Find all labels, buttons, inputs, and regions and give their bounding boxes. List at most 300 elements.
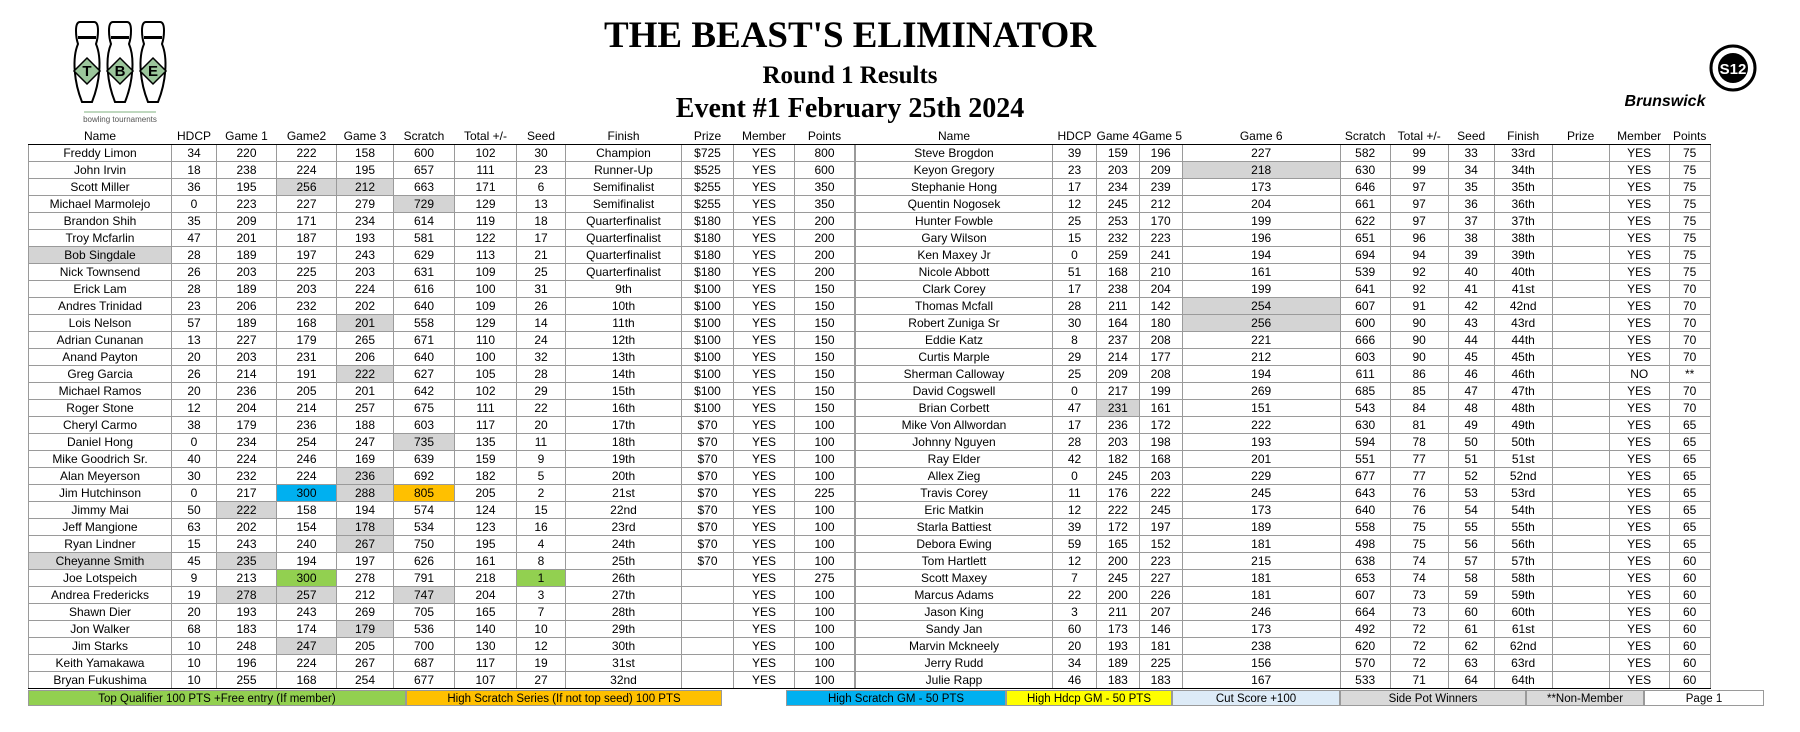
right-cell-prize bbox=[1552, 621, 1609, 638]
results-body bbox=[29, 145, 1711, 689]
column-header-right: Game 6 bbox=[1182, 128, 1340, 145]
left-cell-game-1: 196 bbox=[217, 655, 277, 672]
left-cell-scratch: 729 bbox=[394, 196, 455, 213]
left-cell-hdcp: 9 bbox=[172, 570, 217, 587]
right-cell-scratch: 661 bbox=[1340, 196, 1390, 213]
right-cell-name: Travis Corey bbox=[856, 485, 1053, 502]
right-cell-prize bbox=[1552, 315, 1609, 332]
right-cell-game-5: 161 bbox=[1139, 400, 1182, 417]
left-cell-scratch: 581 bbox=[394, 230, 455, 247]
left-cell-hdcp: 20 bbox=[172, 604, 217, 621]
left-cell-game-1: 189 bbox=[217, 247, 277, 264]
right-cell-name: Julie Rapp bbox=[856, 672, 1053, 689]
left-cell-seed: 2 bbox=[517, 485, 566, 502]
left-cell-finish: 32nd bbox=[566, 672, 682, 689]
legend-side-pot: Side Pot Winners bbox=[1340, 690, 1526, 706]
right-cell-game-5: 177 bbox=[1139, 349, 1182, 366]
right-cell-name: Robert Zuniga Sr bbox=[856, 315, 1053, 332]
right-cell-game-5: 170 bbox=[1139, 213, 1182, 230]
left-cell-game2: 240 bbox=[277, 536, 337, 553]
right-cell-member: YES bbox=[1609, 179, 1669, 196]
right-cell-prize bbox=[1552, 264, 1609, 281]
left-cell-seed: 27 bbox=[517, 672, 566, 689]
left-cell-total-: 130 bbox=[455, 638, 517, 655]
right-cell-game-4: 259 bbox=[1097, 247, 1140, 264]
left-cell-points: 150 bbox=[795, 298, 855, 315]
left-cell-hdcp: 0 bbox=[172, 434, 217, 451]
right-cell-points: 60 bbox=[1669, 621, 1710, 638]
left-cell-hdcp: 26 bbox=[172, 366, 217, 383]
right-cell-scratch: 641 bbox=[1340, 281, 1390, 298]
right-cell-game-6: 173 bbox=[1182, 179, 1340, 196]
right-cell-game-5: 223 bbox=[1139, 230, 1182, 247]
right-cell-hdcp: 22 bbox=[1053, 587, 1097, 604]
left-cell-total-: 109 bbox=[455, 298, 517, 315]
right-cell-game-4: 203 bbox=[1097, 434, 1140, 451]
right-cell-member: YES bbox=[1609, 145, 1669, 162]
right-cell-scratch: 607 bbox=[1340, 298, 1390, 315]
right-cell-finish: 60th bbox=[1494, 604, 1552, 621]
right-cell-hdcp: 28 bbox=[1053, 434, 1097, 451]
left-cell-prize: $100 bbox=[682, 281, 734, 298]
right-cell-game-6: 181 bbox=[1182, 587, 1340, 604]
left-cell-finish: 10th bbox=[566, 298, 682, 315]
left-cell-finish: 23rd bbox=[566, 519, 682, 536]
right-cell-total-: 72 bbox=[1390, 621, 1448, 638]
left-cell-seed: 28 bbox=[517, 366, 566, 383]
right-cell-hdcp: 8 bbox=[1053, 332, 1097, 349]
right-cell-game-5: 152 bbox=[1139, 536, 1182, 553]
right-cell-scratch: 600 bbox=[1340, 315, 1390, 332]
left-cell-hdcp: 13 bbox=[172, 332, 217, 349]
right-cell-points: 65 bbox=[1669, 536, 1710, 553]
left-cell-game2: 168 bbox=[277, 315, 337, 332]
left-cell-game-1: 278 bbox=[217, 587, 277, 604]
right-cell-seed: 46 bbox=[1448, 366, 1494, 383]
left-cell-seed: 5 bbox=[517, 468, 566, 485]
right-cell-name: Nicole Abbott bbox=[856, 264, 1053, 281]
left-cell-hdcp: 47 bbox=[172, 230, 217, 247]
table-row bbox=[29, 570, 1711, 587]
table-row bbox=[29, 451, 1711, 468]
left-cell-prize: $100 bbox=[682, 298, 734, 315]
left-cell-seed: 18 bbox=[517, 213, 566, 230]
left-cell-member: YES bbox=[734, 179, 795, 196]
left-cell-finish: 29th bbox=[566, 621, 682, 638]
right-cell-hdcp: 39 bbox=[1053, 145, 1097, 162]
right-cell-member: YES bbox=[1609, 604, 1669, 621]
right-cell-member: YES bbox=[1609, 519, 1669, 536]
right-cell-total-: 84 bbox=[1390, 400, 1448, 417]
left-cell-seed: 8 bbox=[517, 553, 566, 570]
right-cell-total-: 94 bbox=[1390, 247, 1448, 264]
left-cell-name: Bob Singdale bbox=[29, 247, 172, 264]
right-cell-points: 75 bbox=[1669, 179, 1710, 196]
left-cell-game-3: 254 bbox=[337, 672, 394, 689]
left-cell-scratch: 663 bbox=[394, 179, 455, 196]
right-cell-scratch: 492 bbox=[1340, 621, 1390, 638]
left-cell-total-: 107 bbox=[455, 672, 517, 689]
right-cell-game-6: 215 bbox=[1182, 553, 1340, 570]
left-cell-game-3: 222 bbox=[337, 366, 394, 383]
left-cell-prize: $255 bbox=[682, 179, 734, 196]
right-cell-scratch: 630 bbox=[1340, 162, 1390, 179]
right-cell-total-: 90 bbox=[1390, 332, 1448, 349]
right-cell-points: 75 bbox=[1669, 230, 1710, 247]
header-row bbox=[29, 128, 1711, 145]
right-cell-game-6: 218 bbox=[1182, 162, 1340, 179]
event-subtitle: Event #1 February 25th 2024 bbox=[675, 93, 1025, 124]
left-cell-seed: 6 bbox=[517, 179, 566, 196]
left-cell-prize: $180 bbox=[682, 264, 734, 281]
column-header-right: Prize bbox=[1552, 128, 1609, 145]
right-cell-points: 70 bbox=[1669, 400, 1710, 417]
left-cell-points: 100 bbox=[795, 417, 855, 434]
left-cell-total-: 100 bbox=[455, 349, 517, 366]
right-cell-game-4: 211 bbox=[1097, 298, 1140, 315]
left-cell-total-: 159 bbox=[455, 451, 517, 468]
table-row bbox=[29, 536, 1711, 553]
right-cell-scratch: 558 bbox=[1340, 519, 1390, 536]
right-cell-prize bbox=[1552, 638, 1609, 655]
right-cell-seed: 33 bbox=[1448, 145, 1494, 162]
right-cell-name: Stephanie Hong bbox=[856, 179, 1053, 196]
right-cell-points: 65 bbox=[1669, 434, 1710, 451]
left-cell-game-1: 202 bbox=[217, 519, 277, 536]
logo-letter-e: E bbox=[147, 63, 159, 80]
left-cell-game-3: 267 bbox=[337, 536, 394, 553]
right-cell-game-5: 227 bbox=[1139, 570, 1182, 587]
right-cell-total-: 99 bbox=[1390, 162, 1448, 179]
right-cell-member: YES bbox=[1609, 451, 1669, 468]
left-cell-scratch: 747 bbox=[394, 587, 455, 604]
results-table bbox=[28, 128, 1711, 689]
left-cell-finish: Quarterfinalist bbox=[566, 247, 682, 264]
left-cell-game2: 197 bbox=[277, 247, 337, 264]
right-cell-game-4: 203 bbox=[1097, 162, 1140, 179]
left-cell-finish: 20th bbox=[566, 468, 682, 485]
right-cell-game-4: 245 bbox=[1097, 570, 1140, 587]
left-cell-total-: 117 bbox=[455, 655, 517, 672]
left-cell-game-3: 202 bbox=[337, 298, 394, 315]
right-cell-hdcp: 29 bbox=[1053, 349, 1097, 366]
right-cell-game-4: 159 bbox=[1097, 145, 1140, 162]
left-cell-member: YES bbox=[734, 400, 795, 417]
legend-cut-score: Cut Score +100 bbox=[1172, 690, 1340, 706]
left-cell-finish: 13th bbox=[566, 349, 682, 366]
left-cell-hdcp: 12 bbox=[172, 400, 217, 417]
logo-letter-t: T bbox=[82, 63, 92, 80]
left-cell-seed: 7 bbox=[517, 604, 566, 621]
right-cell-game-5: 210 bbox=[1139, 264, 1182, 281]
left-cell-member: YES bbox=[734, 485, 795, 502]
right-cell-game-4: 238 bbox=[1097, 281, 1140, 298]
right-cell-game-6: 269 bbox=[1182, 383, 1340, 400]
right-cell-member: YES bbox=[1609, 383, 1669, 400]
left-cell-member: YES bbox=[734, 451, 795, 468]
left-cell-game2: 214 bbox=[277, 400, 337, 417]
left-cell-hdcp: 10 bbox=[172, 655, 217, 672]
left-cell-scratch: 700 bbox=[394, 638, 455, 655]
left-cell-finish: 31st bbox=[566, 655, 682, 672]
right-cell-game-4: 189 bbox=[1097, 655, 1140, 672]
right-cell-game-4: 176 bbox=[1097, 485, 1140, 502]
right-cell-seed: 62 bbox=[1448, 638, 1494, 655]
right-cell-game-6: 173 bbox=[1182, 621, 1340, 638]
table-row bbox=[29, 502, 1711, 519]
right-cell-game-5: 209 bbox=[1139, 162, 1182, 179]
left-cell-game-3: 212 bbox=[337, 179, 394, 196]
left-cell-game2: 227 bbox=[277, 196, 337, 213]
right-cell-points: 60 bbox=[1669, 638, 1710, 655]
right-cell-member: YES bbox=[1609, 213, 1669, 230]
right-cell-game-6: 221 bbox=[1182, 332, 1340, 349]
right-cell-scratch: 582 bbox=[1340, 145, 1390, 162]
left-cell-scratch: 791 bbox=[394, 570, 455, 587]
left-cell-total-: 113 bbox=[455, 247, 517, 264]
left-cell-name: Joe Lotspeich bbox=[29, 570, 172, 587]
left-cell-points: 100 bbox=[795, 638, 855, 655]
right-cell-scratch: 666 bbox=[1340, 332, 1390, 349]
left-cell-seed: 13 bbox=[517, 196, 566, 213]
right-cell-finish: 56th bbox=[1494, 536, 1552, 553]
right-cell-points: 70 bbox=[1669, 383, 1710, 400]
table-row bbox=[29, 400, 1711, 417]
left-cell-game-3: 203 bbox=[337, 264, 394, 281]
right-cell-prize bbox=[1552, 366, 1609, 383]
left-cell-prize: $180 bbox=[682, 213, 734, 230]
left-cell-seed: 26 bbox=[517, 298, 566, 315]
right-cell-points: 60 bbox=[1669, 672, 1710, 689]
right-cell-game-5: 181 bbox=[1139, 638, 1182, 655]
right-cell-seed: 63 bbox=[1448, 655, 1494, 672]
right-cell-game-6: 156 bbox=[1182, 655, 1340, 672]
left-cell-game-1: 238 bbox=[217, 162, 277, 179]
right-cell-game-5: 183 bbox=[1139, 672, 1182, 689]
left-cell-name: Cheyanne Smith bbox=[29, 553, 172, 570]
table-row bbox=[29, 145, 1711, 162]
left-cell-prize: $70 bbox=[682, 451, 734, 468]
left-cell-game-1: 236 bbox=[217, 383, 277, 400]
right-cell-game-6: 181 bbox=[1182, 536, 1340, 553]
right-cell-scratch: 620 bbox=[1340, 638, 1390, 655]
right-cell-total-: 77 bbox=[1390, 451, 1448, 468]
left-cell-hdcp: 23 bbox=[172, 298, 217, 315]
right-cell-finish: 33rd bbox=[1494, 145, 1552, 162]
right-cell-points: 65 bbox=[1669, 502, 1710, 519]
left-cell-game2: 187 bbox=[277, 230, 337, 247]
left-cell-points: 275 bbox=[795, 570, 855, 587]
left-cell-name: Michael Marmolejo bbox=[29, 196, 172, 213]
left-cell-points: 100 bbox=[795, 536, 855, 553]
column-header-right: Seed bbox=[1448, 128, 1494, 145]
left-cell-scratch: 675 bbox=[394, 400, 455, 417]
right-cell-game-6: 254 bbox=[1182, 298, 1340, 315]
right-cell-seed: 41 bbox=[1448, 281, 1494, 298]
left-cell-game2: 191 bbox=[277, 366, 337, 383]
left-cell-scratch: 677 bbox=[394, 672, 455, 689]
left-cell-name: Keith Yamakawa bbox=[29, 655, 172, 672]
left-cell-member: YES bbox=[734, 570, 795, 587]
left-cell-scratch: 642 bbox=[394, 383, 455, 400]
right-cell-game-4: 200 bbox=[1097, 587, 1140, 604]
right-cell-prize bbox=[1552, 451, 1609, 468]
right-cell-game-4: 236 bbox=[1097, 417, 1140, 434]
right-cell-name: Mike Von Allwordan bbox=[856, 417, 1053, 434]
right-cell-finish: 53rd bbox=[1494, 485, 1552, 502]
right-cell-game-6: 167 bbox=[1182, 672, 1340, 689]
right-cell-game-4: 232 bbox=[1097, 230, 1140, 247]
left-cell-points: 150 bbox=[795, 366, 855, 383]
left-cell-game-3: 158 bbox=[337, 145, 394, 162]
left-cell-name: Bryan Fukushima bbox=[29, 672, 172, 689]
right-cell-total-: 73 bbox=[1390, 587, 1448, 604]
right-cell-prize bbox=[1552, 434, 1609, 451]
left-cell-finish: Semifinalist bbox=[566, 179, 682, 196]
right-cell-total-: 74 bbox=[1390, 553, 1448, 570]
left-cell-seed: 9 bbox=[517, 451, 566, 468]
left-cell-game-3: 201 bbox=[337, 315, 394, 332]
right-cell-member: YES bbox=[1609, 315, 1669, 332]
logo-letter-b: B bbox=[114, 63, 126, 80]
left-cell-total-: 129 bbox=[455, 196, 517, 213]
right-cell-name: Eric Matkin bbox=[856, 502, 1053, 519]
right-cell-seed: 34 bbox=[1448, 162, 1494, 179]
left-cell-finish: 25th bbox=[566, 553, 682, 570]
left-cell-hdcp: 28 bbox=[172, 247, 217, 264]
column-header-left: Prize bbox=[682, 128, 734, 145]
right-cell-game-4: 193 bbox=[1097, 638, 1140, 655]
right-cell-game-6: 161 bbox=[1182, 264, 1340, 281]
left-cell-game-1: 248 bbox=[217, 638, 277, 655]
left-cell-total-: 205 bbox=[455, 485, 517, 502]
table-row bbox=[29, 264, 1711, 281]
left-cell-member: YES bbox=[734, 655, 795, 672]
right-cell-scratch: 607 bbox=[1340, 587, 1390, 604]
right-cell-seed: 43 bbox=[1448, 315, 1494, 332]
left-cell-hdcp: 57 bbox=[172, 315, 217, 332]
right-cell-prize bbox=[1552, 349, 1609, 366]
left-cell-member: YES bbox=[734, 434, 795, 451]
left-cell-prize: $100 bbox=[682, 383, 734, 400]
right-cell-scratch: 622 bbox=[1340, 213, 1390, 230]
right-cell-points: 60 bbox=[1669, 570, 1710, 587]
right-cell-scratch: 638 bbox=[1340, 553, 1390, 570]
left-cell-game-1: 195 bbox=[217, 179, 277, 196]
left-cell-game2: 257 bbox=[277, 587, 337, 604]
right-cell-scratch: 533 bbox=[1340, 672, 1390, 689]
right-cell-finish: 58th bbox=[1494, 570, 1552, 587]
left-cell-member: YES bbox=[734, 264, 795, 281]
left-cell-finish: 22nd bbox=[566, 502, 682, 519]
left-cell-finish: Runner-Up bbox=[566, 162, 682, 179]
left-cell-hdcp: 20 bbox=[172, 349, 217, 366]
right-cell-game-4: 209 bbox=[1097, 366, 1140, 383]
left-cell-member: YES bbox=[734, 162, 795, 179]
brunswick-logo bbox=[1625, 42, 1765, 122]
left-cell-scratch: 735 bbox=[394, 434, 455, 451]
left-cell-member: YES bbox=[734, 672, 795, 689]
right-cell-finish: 57th bbox=[1494, 553, 1552, 570]
right-cell-game-6: 222 bbox=[1182, 417, 1340, 434]
right-cell-scratch: 630 bbox=[1340, 417, 1390, 434]
left-cell-points: 100 bbox=[795, 587, 855, 604]
left-cell-game-3: 195 bbox=[337, 162, 394, 179]
right-cell-hdcp: 59 bbox=[1053, 536, 1097, 553]
right-cell-member: YES bbox=[1609, 468, 1669, 485]
right-cell-game-4: 164 bbox=[1097, 315, 1140, 332]
left-cell-name: Troy Mcfarlin bbox=[29, 230, 172, 247]
table-row bbox=[29, 655, 1711, 672]
right-cell-seed: 56 bbox=[1448, 536, 1494, 553]
right-cell-member: YES bbox=[1609, 230, 1669, 247]
table-row bbox=[29, 162, 1711, 179]
left-cell-points: 150 bbox=[795, 281, 855, 298]
left-cell-points: 150 bbox=[795, 332, 855, 349]
right-cell-scratch: 653 bbox=[1340, 570, 1390, 587]
right-cell-seed: 38 bbox=[1448, 230, 1494, 247]
left-cell-name: Greg Garcia bbox=[29, 366, 172, 383]
table-row bbox=[29, 179, 1711, 196]
left-cell-points: 100 bbox=[795, 604, 855, 621]
left-cell-scratch: 603 bbox=[394, 417, 455, 434]
left-cell-seed: 1 bbox=[517, 570, 566, 587]
right-cell-game-4: 217 bbox=[1097, 383, 1140, 400]
right-cell-seed: 60 bbox=[1448, 604, 1494, 621]
right-cell-game-4: 165 bbox=[1097, 536, 1140, 553]
left-cell-member: YES bbox=[734, 587, 795, 604]
right-cell-name: Sherman Calloway bbox=[856, 366, 1053, 383]
right-cell-member: YES bbox=[1609, 162, 1669, 179]
right-cell-member: YES bbox=[1609, 672, 1669, 689]
left-cell-seed: 14 bbox=[517, 315, 566, 332]
right-cell-prize bbox=[1552, 417, 1609, 434]
right-cell-total-: 72 bbox=[1390, 638, 1448, 655]
right-cell-name: Starla Battiest bbox=[856, 519, 1053, 536]
right-cell-game-4: 222 bbox=[1097, 502, 1140, 519]
right-cell-scratch: 643 bbox=[1340, 485, 1390, 502]
right-cell-member: YES bbox=[1609, 655, 1669, 672]
left-cell-points: 200 bbox=[795, 230, 855, 247]
left-cell-game-1: 206 bbox=[217, 298, 277, 315]
right-cell-prize bbox=[1552, 179, 1609, 196]
left-cell-hdcp: 36 bbox=[172, 179, 217, 196]
right-cell-name: Sandy Jan bbox=[856, 621, 1053, 638]
right-cell-finish: 64th bbox=[1494, 672, 1552, 689]
right-cell-name: Thomas Mcfall bbox=[856, 298, 1053, 315]
left-cell-member: YES bbox=[734, 213, 795, 230]
right-cell-prize bbox=[1552, 400, 1609, 417]
left-cell-name: Jim Starks bbox=[29, 638, 172, 655]
right-cell-points: 60 bbox=[1669, 587, 1710, 604]
left-cell-total-: 117 bbox=[455, 417, 517, 434]
right-cell-finish: 49th bbox=[1494, 417, 1552, 434]
left-cell-total-: 218 bbox=[455, 570, 517, 587]
tbe-logo bbox=[70, 18, 190, 128]
left-cell-game-1: 214 bbox=[217, 366, 277, 383]
right-cell-finish: 55th bbox=[1494, 519, 1552, 536]
left-cell-hdcp: 18 bbox=[172, 162, 217, 179]
left-cell-game-1: 204 bbox=[217, 400, 277, 417]
right-cell-game-6: 173 bbox=[1182, 502, 1340, 519]
right-cell-finish: 46th bbox=[1494, 366, 1552, 383]
right-cell-finish: 43rd bbox=[1494, 315, 1552, 332]
left-cell-seed: 23 bbox=[517, 162, 566, 179]
right-cell-total-: 97 bbox=[1390, 179, 1448, 196]
left-cell-hdcp: 40 bbox=[172, 451, 217, 468]
left-cell-prize bbox=[682, 604, 734, 621]
left-cell-game-1: 201 bbox=[217, 230, 277, 247]
